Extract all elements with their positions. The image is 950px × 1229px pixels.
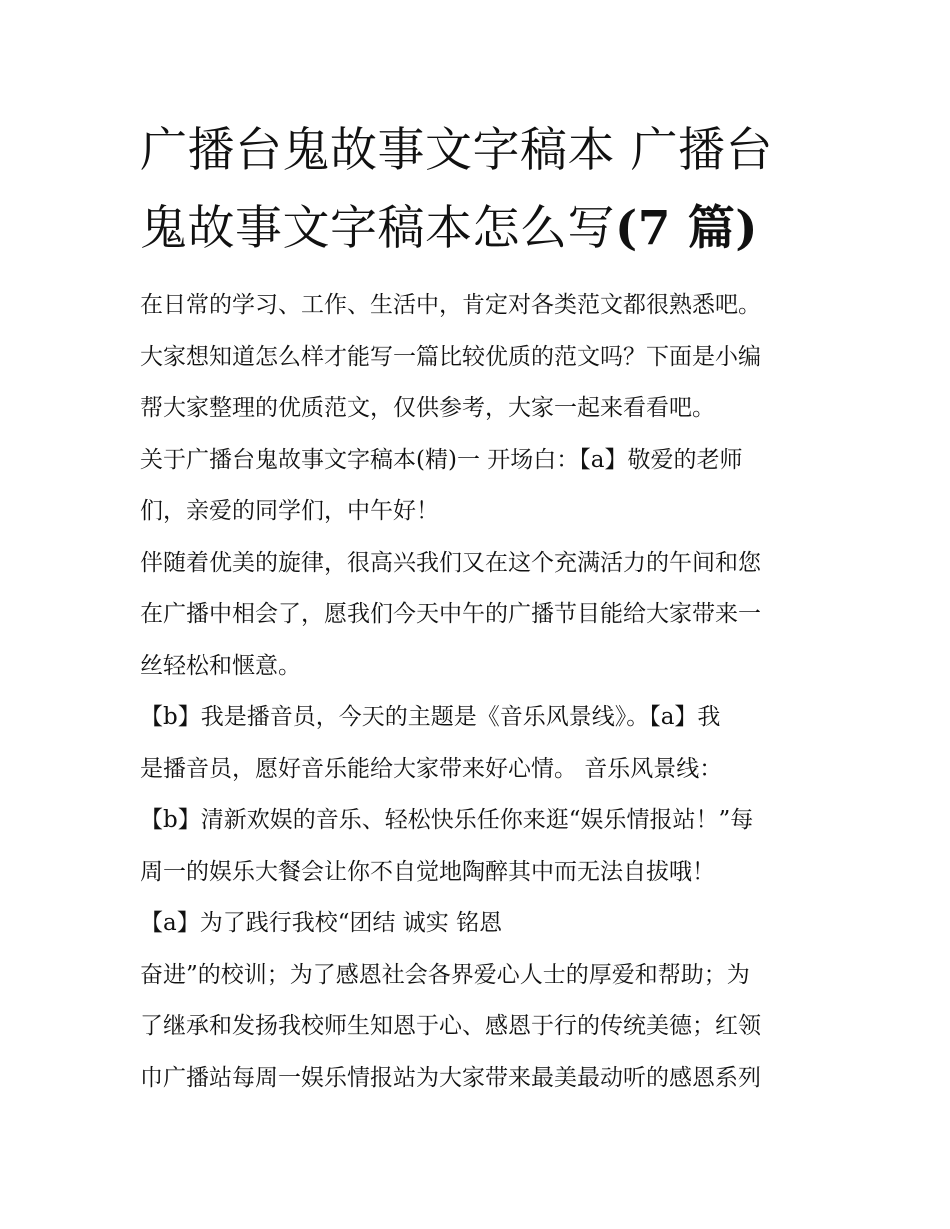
body-line: 是播音员，愿好音乐能给大家带来好心情。 音乐风景线： bbox=[140, 755, 723, 782]
body-line: 们，亲爱的同学们，中午好！ bbox=[140, 498, 439, 524]
body-line: 大家想知道怎么样才能写一篇比较优质的范文吗？下面是小编 bbox=[140, 343, 761, 370]
title-line-1: 广播台鬼故事文字稿本 广播台 bbox=[140, 123, 773, 178]
body-line: 奋进”的校训；为了感恩社会各界爱心人士的厚爱和帮助；为 bbox=[140, 961, 750, 988]
title-line-2-count: (7 篇) bbox=[615, 201, 759, 256]
body-line: 关于广播台鬼故事文字稿本(精)一 开场白：【a】敬爱的老师 bbox=[140, 446, 743, 473]
body-line: 【a】为了践行我校“团结 诚实 铭恩 bbox=[140, 910, 503, 936]
body-line: 巾广播站每周一娱乐情报站为大家带来最美最动听的感恩系列 bbox=[140, 1064, 761, 1091]
body-line: 丝轻松和惬意。 bbox=[140, 652, 301, 679]
body-line: 在日常的学习、工作、生活中，肯定对各类范文都很熟悉吧。 bbox=[140, 292, 761, 318]
body-line: 帮大家整理的优质范文，仅供参考，大家一起来看看吧。 bbox=[140, 395, 715, 421]
body-line: 伴随着优美的旋律，很高兴我们又在这个充满活力的午间和您 bbox=[140, 549, 761, 576]
title-line-2: 鬼故事文字稿本怎么写 bbox=[140, 201, 615, 256]
body-line: 在广播中相会了，愿我们今天中午的广播节目能给大家带来一 bbox=[140, 601, 761, 627]
body-line: 了继承和发扬我校师生知恩于心、感恩于行的传统美德；红领 bbox=[140, 1013, 761, 1039]
body-line: 【b】清新欢娱的音乐、轻松快乐任你来逛“娱乐情报站！”每 bbox=[140, 807, 754, 833]
document-title bbox=[140, 112, 815, 268]
body-line: 【b】我是播音员，今天的主题是《音乐风景线》。【a】我 bbox=[140, 704, 721, 730]
body-line: 周一的娱乐大餐会让你不自觉地陶醉其中而无法自拔哦！ bbox=[140, 858, 715, 885]
document-page bbox=[140, 112, 815, 1104]
